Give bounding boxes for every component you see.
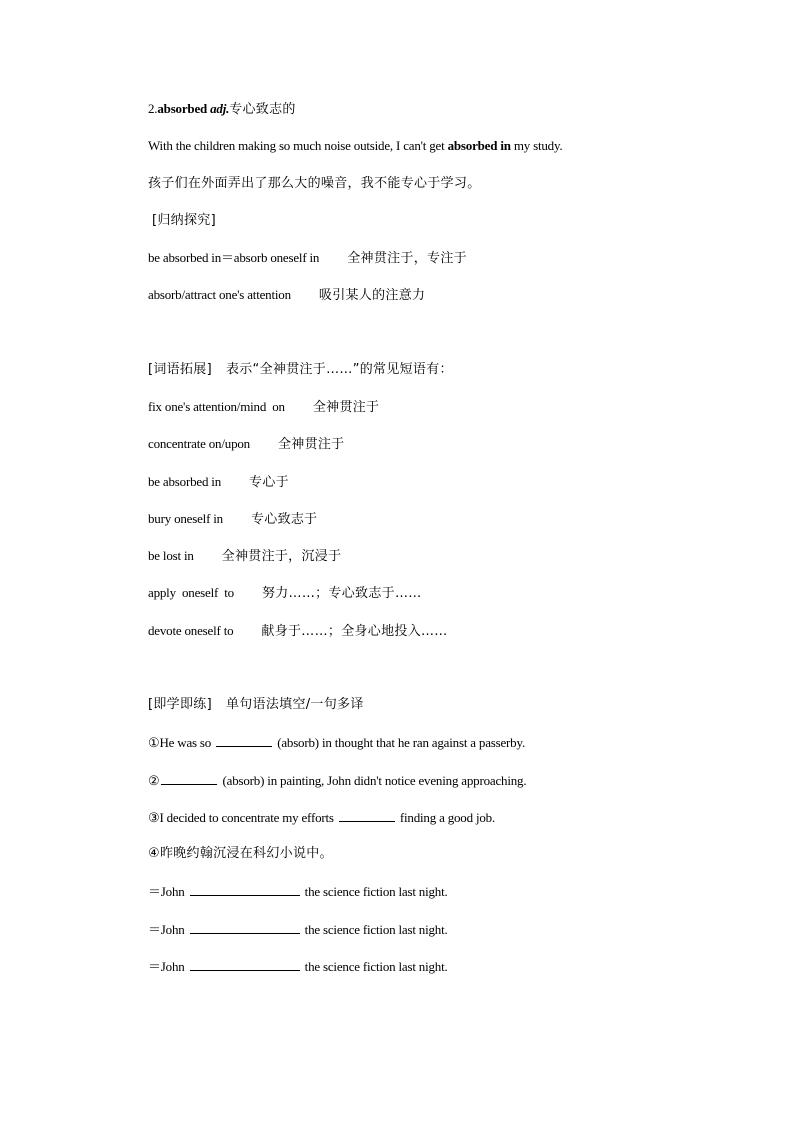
expand-row — [148, 548, 341, 565]
example-text-end: my study. — [510, 138, 563, 153]
question-text: finding a good job. — [396, 810, 496, 825]
option-suffix: the science fiction last night. — [301, 959, 448, 974]
answer-blank[interactable] — [190, 921, 300, 934]
entry-word: absorbed — [157, 101, 208, 116]
expand-row — [148, 585, 422, 602]
entry-translation: 孩子们在外面弄出了那么大的噪音，我不能专心于学习。 — [148, 176, 481, 191]
question-text: ③I decided to concentrate my efforts — [148, 810, 337, 825]
expand-row — [148, 436, 344, 453]
practice-intro: 单句语法填空/一句多译 — [225, 697, 364, 712]
entry-pos: adj. — [210, 101, 230, 116]
expand-phrase: concentrate on/upon — [148, 436, 250, 451]
summary-phrase: absorb/attract one's attention — [148, 287, 291, 302]
summary-meaning: 全神贯注于，专注于 — [347, 251, 467, 266]
question-4: ④昨晚约翰沉浸在科幻小说中。 — [148, 846, 333, 861]
entry-heading — [148, 101, 296, 118]
expand-meaning: 全神贯注于 — [277, 437, 345, 452]
question-1 — [148, 734, 525, 751]
question-text: (absorb) in thought that he ran against a passerby. — [274, 735, 525, 750]
entry-number: 2. — [148, 101, 158, 116]
entry-meaning: 专心致志的 — [229, 102, 296, 117]
expand-intro: 表示“全神贯注于……”的常见短语有： — [225, 362, 453, 377]
summary-row — [148, 287, 425, 304]
expand-phrase: bury oneself in — [148, 511, 223, 526]
entry-example — [148, 138, 562, 154]
expand-phrase: fix one's attention/mind on — [148, 399, 285, 414]
summary-row — [148, 250, 467, 267]
expand-phrase: devote oneself to — [148, 623, 234, 638]
answer-blank[interactable] — [190, 883, 300, 896]
translation-option — [148, 958, 448, 975]
summary-meaning: 吸引某人的注意力 — [318, 288, 426, 303]
expand-meaning: 全神贯注于 — [312, 400, 380, 415]
question-3 — [148, 809, 495, 826]
expand-phrase: be lost in — [148, 548, 194, 563]
example-highlight: absorbed in — [447, 138, 511, 153]
expand-row — [148, 511, 318, 528]
summary-heading: [归纳探究] — [152, 213, 216, 228]
answer-blank[interactable] — [216, 734, 272, 747]
expand-row — [148, 474, 289, 491]
expand-meaning: 专心致志于 — [250, 512, 318, 527]
practice-heading: [即学即练] — [148, 697, 212, 712]
expand-phrase: be absorbed in — [148, 474, 222, 489]
option-prefix: ＝John — [148, 884, 188, 899]
answer-blank[interactable] — [190, 958, 300, 971]
expand-heading-line — [148, 362, 453, 378]
practice-heading-line — [148, 697, 364, 713]
expand-row — [148, 399, 379, 416]
translation-option — [148, 883, 448, 900]
question-text: ①He was so — [148, 735, 215, 750]
expand-row — [148, 623, 448, 640]
expand-meaning: 献身于……；全身心地投入…… — [261, 624, 448, 639]
option-prefix: ＝John — [148, 959, 188, 974]
question-2 — [148, 772, 526, 789]
example-text-start: With the children making so much noise outside, I can't get — [148, 138, 448, 153]
option-prefix: ＝John — [148, 922, 188, 937]
option-suffix: the science fiction last night. — [301, 884, 448, 899]
expand-heading: [词语拓展] — [148, 362, 212, 377]
option-suffix: the science fiction last night. — [301, 922, 448, 937]
question-text: ② — [148, 773, 160, 788]
question-text: (absorb) in painting, John didn't notice evening approaching. — [219, 773, 527, 788]
summary-phrase: be absorbed in＝absorb oneself in — [148, 250, 320, 265]
expand-meaning: 全神贯注于，沉浸于 — [221, 549, 342, 564]
translation-option — [148, 921, 448, 938]
answer-blank[interactable] — [161, 772, 217, 785]
expand-meaning: 努力……；专心致志于…… — [261, 586, 422, 601]
expand-meaning: 专心于 — [249, 475, 289, 490]
answer-blank[interactable] — [339, 809, 395, 822]
expand-phrase: apply oneself to — [148, 585, 234, 600]
